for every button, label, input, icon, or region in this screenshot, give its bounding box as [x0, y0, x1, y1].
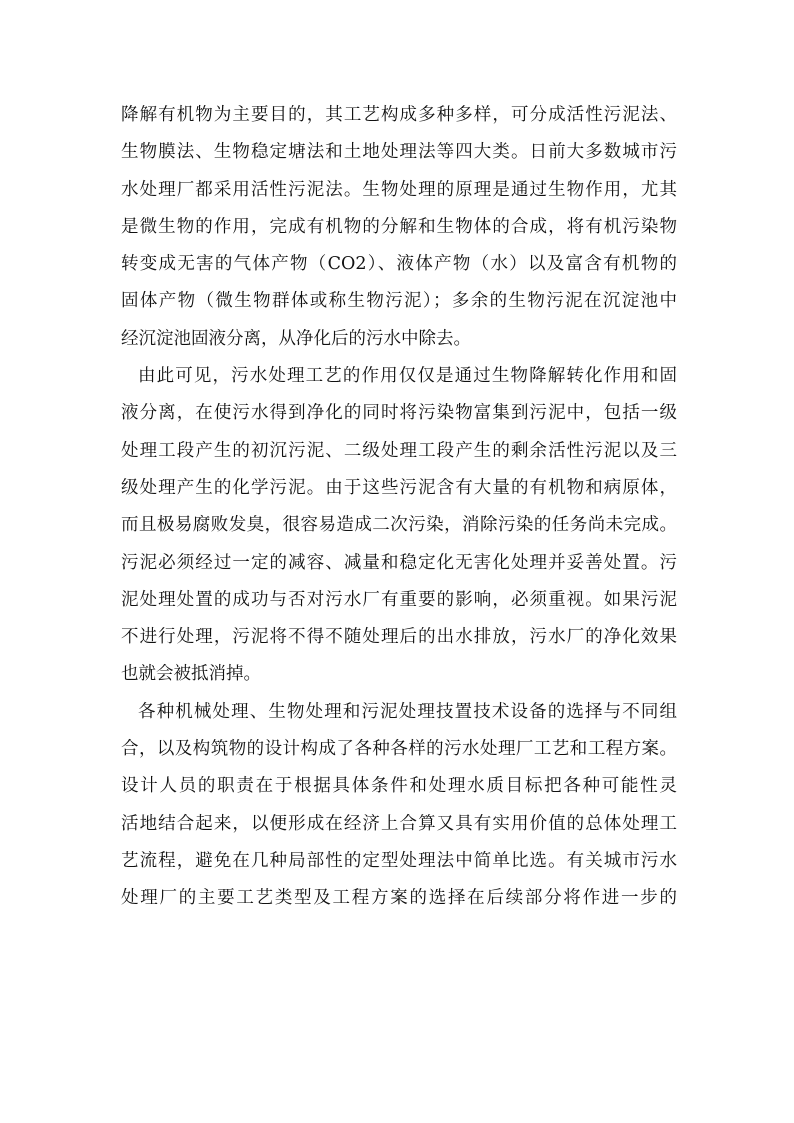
- paragraph-1-line-2: 生物膜法、生物稳定塘法和土地处理法等四大类。日前大多数城市污: [121, 142, 677, 163]
- paragraph-2-line-1: 由此可见，污水处理工艺的作用仅仅是通过生物降解转化作用和固: [138, 366, 677, 387]
- paragraph-3-line-2: 合，以及构筑物的设计构成了各种各样的污水处理厂工艺和工程方案。: [121, 739, 677, 760]
- paragraph-3-line-3: 设计人员的职责在于根据具体条件和处理水质目标把各种可能性灵: [121, 776, 677, 797]
- paragraph-1-line-1: 降解有机物为主要目的，其工艺构成多种多样，可分成活性污泥法、: [121, 105, 677, 125]
- paragraph-2-line-5: 而且极易腐败发臭，很容易造成二次污染，消除污染的任务尚未完成。: [121, 515, 677, 536]
- paragraph-1-line-3: 水处理厂都采用活性污泥法。生物处理的原理是通过生物作用，尤其: [121, 179, 677, 200]
- paragraph-2-line-8: 不进行处理，污泥将不得不随处理后的出水排放，污水厂的净化效果: [121, 627, 677, 648]
- paragraph-1-line-6: 固体产物（微生物群体或称生物污泥）；多余的生物污泥在沉淀池中: [121, 291, 677, 312]
- paragraph-3-line-1: 各种机械处理、生物处理和污泥处理技置技术设备的选择与不同组: [138, 701, 677, 722]
- paragraph-3-line-5: 艺流程，避免在几种局部性的定型处理法中简单比选。有关城市污水: [121, 850, 677, 871]
- paragraph-2-line-6: 污泥必须经过一定的减容、减量和稳定化无害化处理并妥善处置。污: [121, 552, 677, 573]
- paragraph-2-line-3: 处理工段产生的初沉污泥、二级处理工段产生的剩余活性污泥以及三: [121, 440, 677, 461]
- paragraph-2-line-2: 液分离，在使污水得到净化的同时将污染物富集到污泥中，包括一级: [121, 403, 677, 424]
- paragraph-2-line-4: 级处理产生的化学污泥。由于这些污泥含有大量的有机物和病原体，: [121, 477, 677, 498]
- paragraph-1-line-5: 转变成无害的气体产物（CO2）、液体产物（水）以及富含有机物的: [121, 254, 677, 275]
- paragraph-3-line-4: 活地结合起来，以便形成在经济上合算又具有实用价值的总体处理工: [121, 813, 677, 834]
- paragraph-3-line-6: 处理厂的主要工艺类型及工程方案的选择在后续部分将作进一步的: [121, 888, 677, 909]
- paragraph-1-line-7: 经沉淀池固液分离，从净化后的污水中除去。: [121, 328, 471, 349]
- paragraph-1-line-4: 是微生物的作用，完成有机物的分解和生物体的合成，将有机污染物: [121, 216, 677, 237]
- body-text: [121, 97, 677, 918]
- paragraph-2-line-7: 泥处理处置的成功与否对污水厂有重要的影响，必须重视。如果污泥: [121, 589, 677, 610]
- paragraph-2-line-9: 也就会被抵消掉。: [121, 664, 261, 685]
